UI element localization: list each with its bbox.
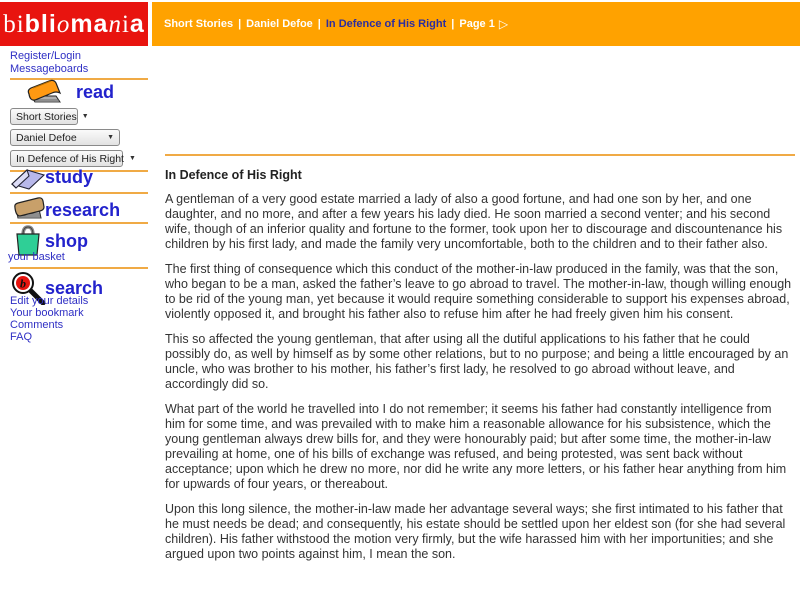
register-login-link[interactable]: Register/Login — [10, 50, 81, 62]
divider — [165, 154, 795, 156]
logo-letter: ma — [70, 9, 109, 38]
logo-letter: n — [108, 10, 122, 38]
author-select[interactable] — [10, 129, 120, 146]
story-paragraph: This so affected the young gentleman, that after using all the dutiful applications to his father that he could possibly do, as well by himself as by some other relations, but to no purpose; and being a little encouraged by an uncle, who was brother to his mother, his father’s first lady, he resolved to go abroad without leave, and accordingly did so. — [165, 332, 789, 391]
research-book-icon[interactable] — [10, 195, 46, 222]
divider — [10, 222, 148, 224]
story-paragraph: What part of the world he travelled into I do not remember; it seems his father had constantly intelligence from him for some time, and was prevailed with to make him a reasonable allowance for his subsistence, which the young gentleman always drew bills for, and they were honourably paid; but after some time, the mother-in-law prevailing at home, one of his bills of exchange was refused, and being protested, was sent back without acceptance; upon which he drew no more, nor did he write any more letters, or his father hear anything from him for upwards of four years, or thereabout. — [165, 402, 787, 491]
sidebar-item-shop[interactable]: shop — [45, 231, 88, 251]
sidebar-item-research[interactable]: research — [45, 200, 121, 220]
sidebar-item-study[interactable]: study — [45, 167, 94, 187]
edit-details-link[interactable]: Edit your details — [10, 295, 89, 307]
chevron-down-icon: ▼ — [107, 134, 114, 141]
bibliomania-logo[interactable] — [0, 2, 148, 46]
sidebar-item-read[interactable]: read — [76, 82, 115, 102]
logo-letter: bli — [24, 9, 57, 38]
read-book-icon[interactable] — [24, 79, 62, 105]
select-value: Daniel Defoe — [16, 131, 77, 144]
logo-letter: a — [129, 9, 145, 38]
chevron-down-icon: ▼ — [81, 113, 89, 120]
title-select[interactable] — [10, 150, 136, 167]
short-stories-select[interactable] — [10, 108, 89, 125]
select-value: Short Stories — [16, 110, 77, 123]
bookmark-link[interactable]: Your bookmark — [10, 307, 84, 319]
study-book-icon[interactable] — [10, 168, 46, 191]
story-paragraph: A gentleman of a very good estate married a lady of also a good fortune, and had one son by her, and one daughter, and no more, and after a few years his lady died. He soon married a second venter; and his second wife, though of an inferior quality and fortune to the former, took upon her to discourage and discountenance his children by his first lady, and made the family very uncomfortable, both to the children and to their father also. — [165, 192, 783, 251]
comments-link[interactable]: Comments — [10, 319, 64, 331]
next-page-icon[interactable]: ▷ — [498, 17, 509, 31]
breadcrumb-separator: | — [238, 18, 242, 30]
breadcrumb-short-stories[interactable]: Short Stories — [164, 18, 234, 30]
story-paragraph: The first thing of consequence which this conduct of the mother-in-law produced in the family, was that the son, who began to be a man, asked the father’s leave to go abroad to travel. The mother-in-law, though willing enough to be rid of the young man, yet because it would require something considerable to support his expenses abroad, violently opposed it, and brought his father also to refuse him after he had freely given him his consent. — [165, 262, 792, 321]
chevron-down-icon: ▼ — [128, 155, 136, 162]
logo-letter: i — [16, 10, 25, 38]
select-value: In Defence of His Right — [16, 152, 124, 165]
logo-letter: b — [3, 10, 17, 38]
breadcrumb-current-title[interactable]: In Defence of His Right — [325, 18, 447, 30]
faq-link[interactable]: FAQ — [10, 331, 33, 343]
breadcrumb — [152, 2, 800, 46]
breadcrumb-separator: | — [317, 18, 321, 30]
story-paragraph: Upon this long silence, the mother-in-law made her advantage several ways; she first intimated to his father that he must needs be dead; and consequently, his estate should be settled upon her eldest son (for she had several children). His father withstood the motion very firmly, but the wife harassed him with her importunities; and she argued upon two points against him, I mean the son. — [165, 502, 786, 561]
messageboards-link[interactable]: Messageboards — [10, 63, 89, 75]
sidebar-item-search[interactable]: search — [45, 278, 104, 298]
logo-letter: i — [121, 10, 130, 38]
divider — [10, 192, 148, 194]
lens-letter: b — [20, 276, 26, 291]
story-content — [165, 148, 795, 562]
breadcrumb-daniel-defoe[interactable]: Daniel Defoe — [246, 18, 313, 30]
your-basket-link[interactable]: your basket — [8, 251, 65, 263]
page-title: In Defence of His Right — [165, 168, 302, 182]
divider — [10, 267, 148, 269]
breadcrumb-page-number: Page 1 — [459, 18, 495, 30]
breadcrumb-separator: | — [451, 18, 455, 30]
logo-letter: o — [56, 10, 71, 38]
